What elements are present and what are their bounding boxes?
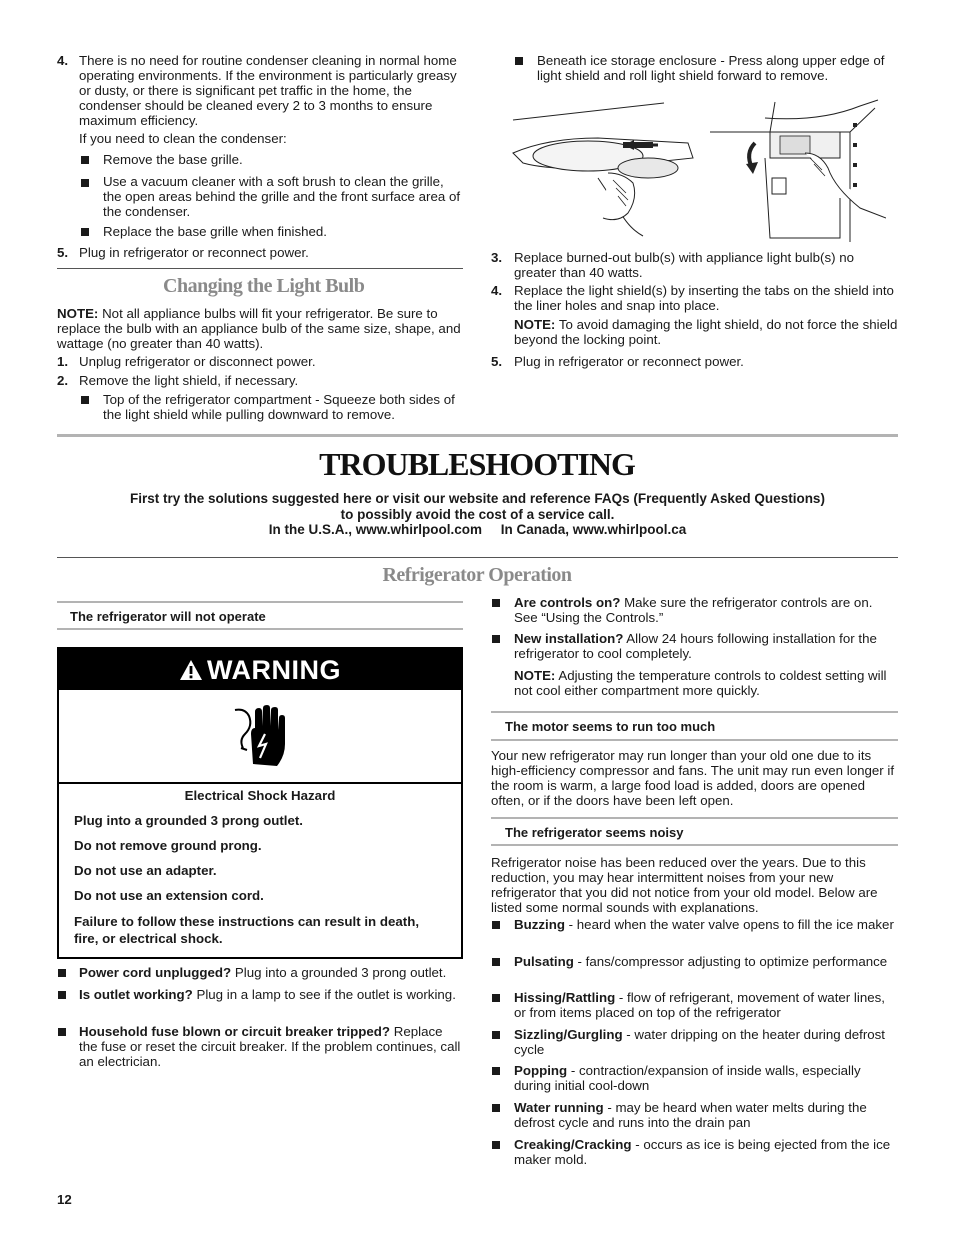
intro-line: to possibly avoid the cost of a service call. [340,506,615,522]
bullet-marker [492,994,500,1002]
light-bulb-steps-right [491,250,898,370]
section-divider [57,434,898,437]
note: NOTE: Not all appliance bulbs will fit your refrigerator. Be sure to replace the bulb with an appliance bulb of the same size, shape, and wattage (no greater than 40 watts). [57,306,461,351]
divider [57,557,898,558]
warning-icon-area [59,690,461,784]
bullet-text: New installation? Allow 24 hours following installation for the refrigerator to cool completely. [514,631,877,661]
sound-item: Pulsating - fans/compressor adjusting to optimize performance [514,954,888,969]
step-text: Plug in refrigerator or reconnect power. [514,354,744,369]
warning-label: WARNING [207,654,341,685]
bullet-text: Is outlet working? Plug in a lamp to see if the outlet is working. [79,987,456,1002]
step-number: 4. [57,53,69,68]
bullet-marker [492,1031,500,1039]
light-shield-illustration-left [508,98,698,238]
light-bulb-section-right [491,53,898,93]
step-text: Replace burned-out bulb(s) with appliance light bulb(s) no greater than 40 watts. [514,250,855,280]
subhead-rule [57,601,463,603]
subhead-rule [57,628,463,630]
bullet-marker [492,1141,500,1149]
bullet-marker [492,921,500,929]
sound-item: Water running - may be heard when water melts during the defrost cycle and runs into the drain pan [514,1100,867,1130]
light-bulb-section [57,306,463,424]
step-text: There is no need for routine condenser cleaning in normal home operating environments. If the environment is particularly greasy or dusty, or there is significant pet traffic in the home, the condenser should be cleaned every 2 to 3 months to ensure maximum efficiency. [79,53,457,128]
hazard-title: Electrical Shock Hazard [184,788,336,803]
website-canada[interactable]: In Canada, www.whirlpool.ca [500,522,687,537]
bullet-text: Replace the base grille when finished. [103,224,327,239]
step-number: 4. [491,283,503,298]
warning-line: Do not use an extension cord. [74,888,264,903]
bullet-text: Remove the base grille. [103,152,243,167]
bullet-marker [492,635,500,643]
intro-line: First try the solutions suggested here or visit our website and reference FAQs (Frequently Asked Questions) [130,491,825,506]
intro-websites [57,522,898,538]
subhead-rule [491,739,898,741]
note: NOTE: Adjusting the temperature controls to coldest setting will not cool either compartment more quickly. [514,668,887,698]
subhead-noisy: The refrigerator seems noisy [505,825,684,840]
bullet-marker [81,228,89,236]
bullet-marker [58,969,66,977]
bullet-text: Are controls on? Make sure the refrigerator controls are on. See “Using the Controls.” [514,595,873,625]
not-operate-items [57,965,463,1075]
bullet-marker [492,1104,500,1112]
light-shield-illustration-right [710,98,886,242]
bullet-marker [515,57,523,65]
subhead-will-not-operate: The refrigerator will not operate [70,609,266,624]
subhead-motor: The motor seems to run too much [505,719,716,734]
step-number: 3. [491,250,503,265]
warning-line: Do not remove ground prong. [74,838,262,853]
divider [57,268,463,269]
warning-header [59,649,461,690]
bullet-text: Beneath ice storage enclosure - Press along upper edge of light shield and roll light shield forward to remove. [537,53,885,83]
sound-item: Popping - contraction/expansion of inside walls, especially during initial cool-down [514,1063,861,1093]
section-heading-light-bulb: Changing the Light Bulb [163,275,365,297]
motor-text: Your new refrigerator may run longer than your old one due to its high-efficiency compressor and fans. The unit may run even longer if the room is warm, a large food load is added, doors are opened often, or if the doors have been left open. [491,748,895,808]
bullet-marker [492,1067,500,1075]
bullet-marker [492,958,500,966]
warning-line: Plug into a grounded 3 prong outlet. [74,813,303,828]
noisy-text: Refrigerator noise has been reduced over the years. Due to this reduction, you may hear intermittent noises from your new refrigerator that you did not notice from your old model. Below are listed some normal sounds with explanations. [491,855,878,915]
subhead-rule [491,817,898,819]
step-text: Unplug refrigerator or disconnect power. [79,354,316,369]
warning-box [57,647,463,959]
warning-line: Failure to follow these instructions can result in death, fire, or electrical shock. [74,914,420,946]
controls-items [491,595,898,705]
bullet-text: Power cord unplugged? Plug into a grounded 3 prong outlet. [79,965,447,980]
note: NOTE: To avoid damaging the light shield, do not force the shield beyond the locking point. [514,317,898,347]
step-text: Replace the light shield(s) by inserting the tabs on the shield into the liner holes and snap into place. [514,283,894,313]
section-heading-refrigerator-operation: Refrigerator Operation [382,564,572,586]
step-number: 5. [491,354,503,369]
bullet-marker [492,599,500,607]
page-title: TROUBLESHOOTING [319,446,635,482]
step-text: Remove the light shield, if necessary. [79,373,299,388]
bullet-marker [58,991,66,999]
sound-item: Buzzing - heard when the water valve opens to fill the ice maker [514,917,894,932]
sound-item: Hissing/Rattling - flow of refrigerant, movement of water lines, or from items placed on top of the refrigerator [514,990,885,1020]
bullet-text: Household fuse blown or circuit breaker tripped? Replace the fuse or reset the circuit breaker. If the problem continues, call an electrician. [79,1024,461,1069]
bullet-marker [81,396,89,404]
website-usa[interactable]: In the U.S.A., www.whirlpool.com [268,522,482,537]
step-number: 2. [57,373,69,388]
step-subtext: If you need to clean the condenser: [79,131,287,146]
subhead-rule [491,711,898,713]
subhead-rule [491,844,898,846]
warning-triangle-icon [179,659,203,681]
page-number: 12 [57,1192,72,1207]
intro [57,491,898,538]
warning-line: Do not use an adapter. [74,863,217,878]
sound-item: Creaking/Cracking - occurs as ice is being ejected from the ice maker mold. [514,1137,891,1167]
bullet-marker [81,156,89,164]
bullet-text: Top of the refrigerator compartment - Squeeze both sides of the light shield while pulling downward to remove. [103,392,455,422]
sound-item: Sizzling/Gurgling - water dripping on the heater during defrost cycle [514,1027,885,1057]
step-number: 1. [57,354,69,369]
step-number: 5. [57,245,69,260]
bullet-marker [81,179,89,187]
step-text: Plug in refrigerator or reconnect power. [79,245,309,260]
bullet-text: Use a vacuum cleaner with a soft brush to clean the grille, the open areas behind the grille and the front surface area of the condenser. [103,174,461,219]
bullet-marker [58,1028,66,1036]
electrical-shock-hand-icon [231,704,291,770]
condenser-section [57,53,463,263]
sound-list [491,917,898,1169]
